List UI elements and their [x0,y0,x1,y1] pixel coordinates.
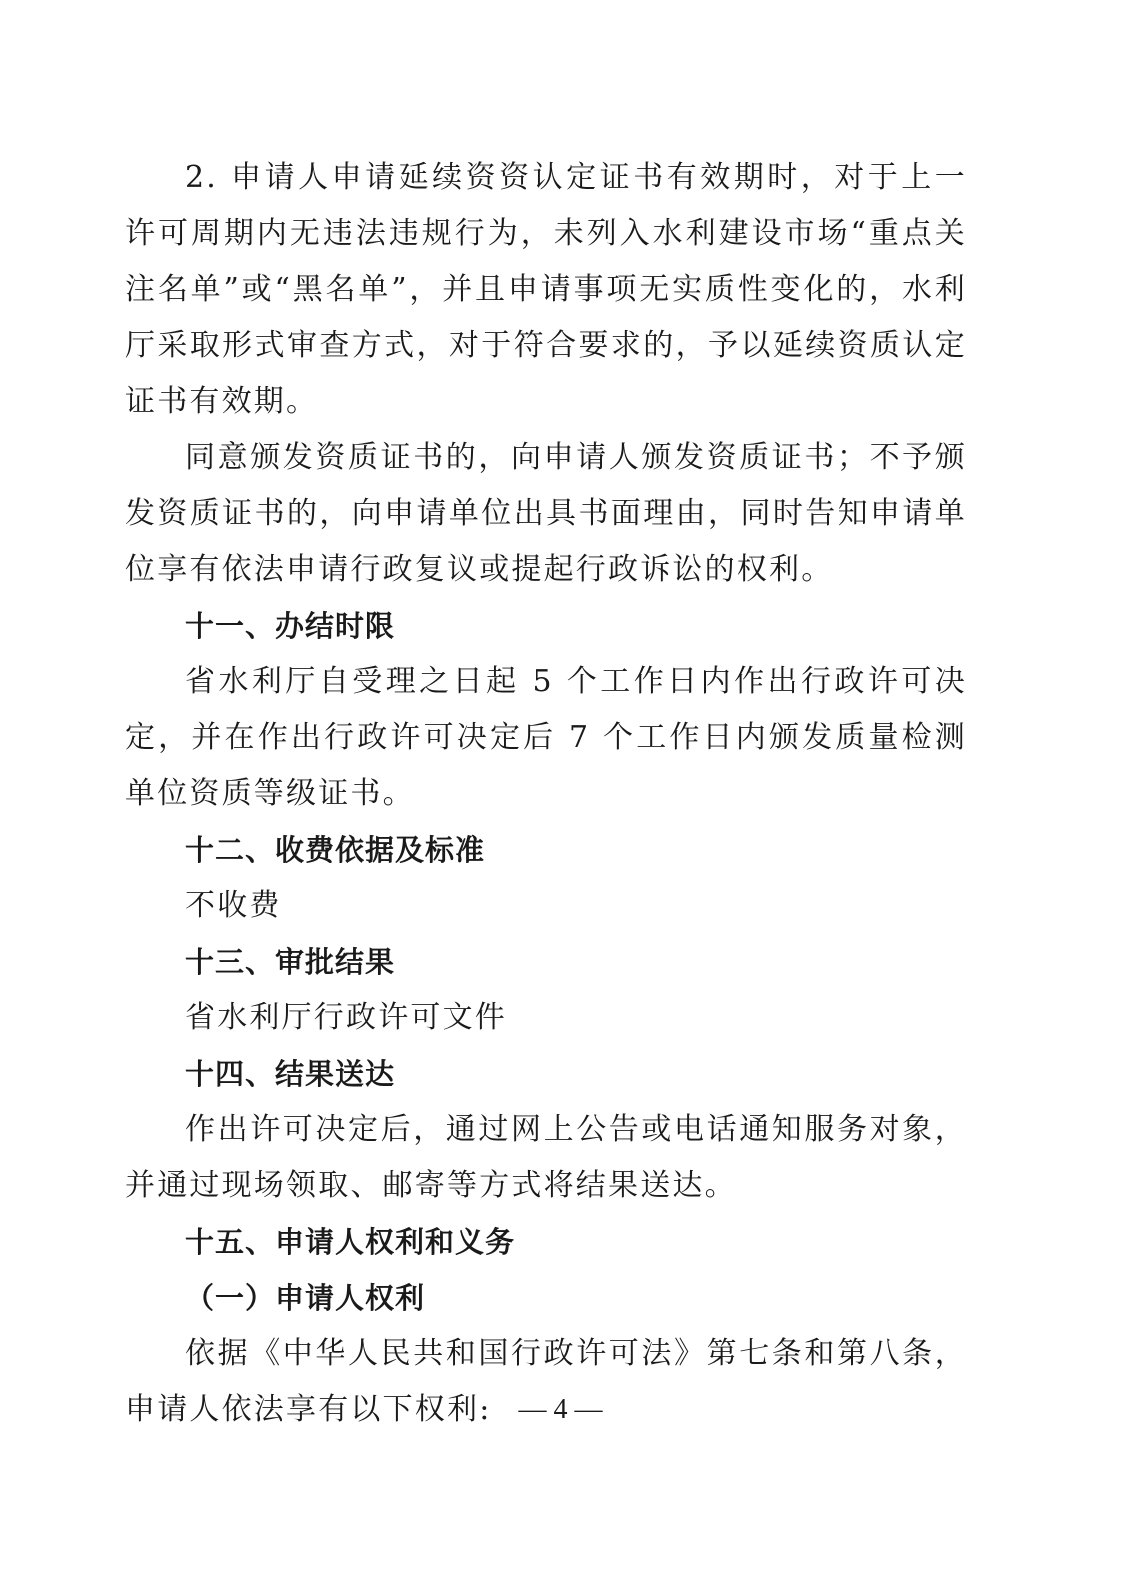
heading-result-delivery: 十四、结果送达 [185,1057,396,1091]
document-body [125,150,967,1438]
paragraph-applicant-rights: 依据《中华人民共和国行政许可法》第七条和第八条，申请人依法享有以下权利: [125,1336,967,1427]
paragraph-renewal: 2. 申请人申请延续资资认定证书有效期时，对于上一许可周期内无违法违规行为，未列入水利建设市场“重点关注名单”或“黑名单”，并且申请事项无实质性变化的，水利厅采取形式审查方式，对于符合要求的，予以延续资质认定证书有效期。 [125,160,967,419]
paragraph-time-limit: 省水利厅自受理之日起 5 个工作日内作出行政许可决定，并在作出行政许可决定后 7 个工作日内颁发质量检测单位资质等级证书。 [125,664,967,811]
paragraph-fees: 不收费 [185,888,282,923]
heading-approval-result: 十三、审批结果 [185,945,396,979]
subheading-applicant-rights: （一）申请人权利 [185,1281,426,1315]
heading-time-limit: 十一、办结时限 [185,609,396,643]
paragraph-issuance: 同意颁发资质证书的，向申请人颁发资质证书；不予颁发资质证书的，向申请单位出具书面理由，同时告知申请单位享有依法申请行政复议或提起行政诉讼的权利。 [125,440,967,587]
paragraph-result-delivery: 作出许可决定后，通过网上公告或电话通知服务对象，并通过现场领取、邮寄等方式将结果送达。 [125,1112,967,1203]
heading-rights-obligations: 十五、申请人权利和义务 [185,1225,516,1259]
paragraph-approval-result: 省水利厅行政许可文件 [185,1000,507,1035]
heading-fees: 十二、收费依据及标准 [185,833,486,867]
page-number: — 4 — [518,1394,603,1425]
